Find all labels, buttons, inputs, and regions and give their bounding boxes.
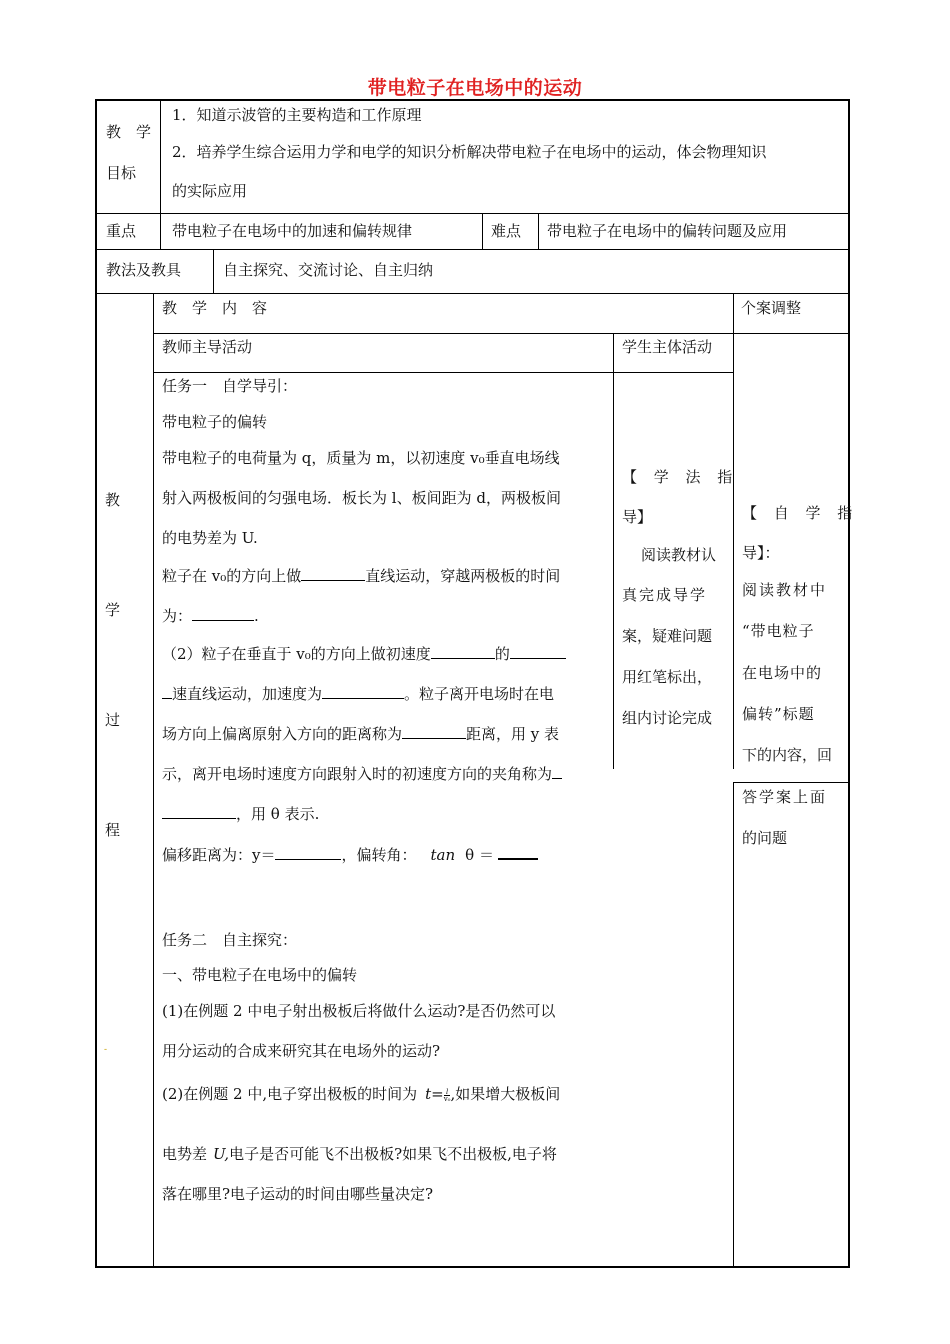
- offset-label: 偏移距离为：y＝: [162, 846, 276, 864]
- stray-mark: -: [104, 1045, 108, 1055]
- objective-item-2-cont: 的实际应用: [172, 182, 248, 200]
- adjust-line-2: 导】：: [742, 544, 780, 562]
- para1-line2: 射入两极板间的匀强电场．板长为 l、板间距为 d，两极板间: [162, 489, 561, 507]
- tan-symbol: tan: [430, 846, 456, 864]
- para3-text-h: ，用 θ 表示.: [236, 805, 320, 823]
- adjust-line-4: “带电粒子: [742, 622, 815, 640]
- para2-text-b: 直线运动，穿越两极板的时间: [365, 567, 561, 585]
- student-line-1: 【 学 法 指: [622, 468, 739, 486]
- key-points-value: 带电粒子在电场中的加速和偏转规律: [172, 222, 413, 240]
- objectives-label: 教 学: [106, 123, 152, 141]
- question2-text-d: 电子是否可能飞不出极板?如果飞不出极板,电子将: [229, 1145, 557, 1163]
- student-line-2: 导】: [622, 508, 653, 526]
- para3-text-b: 的: [494, 645, 510, 663]
- answer-blank-7[interactable]: [552, 764, 562, 779]
- question2-line2: [162, 1144, 557, 1164]
- para3-text-f: 距离，用 y 表: [466, 725, 560, 743]
- student-line-6: 用红笔标出，: [622, 668, 713, 686]
- para3-text-e: 场方向上偏离原射入方向的距离称为: [162, 725, 403, 743]
- adjust-line-8: 答学案上面: [742, 788, 828, 806]
- para3-line2: [162, 684, 554, 704]
- question1-line2: 用分运动的合成来研究其在电场外的运动?: [162, 1042, 441, 1060]
- student-header: 学生主体活动: [622, 338, 713, 356]
- para2-line1: [162, 566, 560, 586]
- student-line-3: 阅读教材认: [641, 546, 717, 564]
- para1-line1: 带电粒子的电荷量为 q，质量为 m，以初速度 v₀垂直电场线: [162, 449, 560, 467]
- para1-line3: 的电势差为 U.: [162, 529, 258, 547]
- adjust-line-6: 偏转”标题: [742, 705, 815, 723]
- para3-line1: [162, 644, 566, 664]
- methods-value: 自主探究、交流讨论、自主归纳: [223, 261, 434, 279]
- para2-text-c: 为：: [162, 607, 193, 625]
- objective-item-1: 1．知道示波管的主要构造和工作原理: [172, 106, 422, 124]
- answer-blank-1[interactable]: [301, 566, 365, 581]
- process-side-char-1: 教: [105, 491, 121, 509]
- theta-eq: θ ＝: [465, 846, 494, 864]
- student-line-7: 组内讨论完成: [622, 709, 713, 727]
- para3-text-c: 速直线运动，加速度为: [172, 685, 323, 703]
- adjust-header: 个案调整: [741, 299, 802, 317]
- para2-line2: [162, 606, 259, 626]
- time-symbol: t=: [425, 1085, 444, 1103]
- process-side-char-3: 过: [105, 711, 121, 729]
- question2-line3: 落在哪里?电子运动的时间由哪些量决定?: [162, 1185, 434, 1203]
- para2-text-d: .: [254, 607, 259, 625]
- para3-text-g: 示，离开电场时速度方向跟射入时的初速度方向的夹角称为: [162, 765, 553, 783]
- question1-line1: (1)在例题 2 中电子射出极板后将做什么运动?是否仍然可以: [162, 1002, 556, 1020]
- question2-line1: [162, 1084, 560, 1104]
- adjust-line-3: 阅读教材中: [742, 581, 828, 599]
- page-title: 带电粒子在电场中的运动: [367, 77, 583, 99]
- answer-blank-7-cont[interactable]: [162, 804, 236, 819]
- answer-blank-8[interactable]: [275, 845, 341, 860]
- task1-title: 任务一 自学导引：: [162, 377, 298, 395]
- para2-text-a: 粒子在 v₀的方向上做: [162, 567, 302, 585]
- adjust-line-1: 【 自 学 指: [742, 504, 859, 522]
- process-side-char-2: 学: [105, 601, 121, 619]
- question2-text-c: 电势差: [162, 1145, 208, 1163]
- answer-blank-3[interactable]: [431, 644, 495, 659]
- answer-blank-2[interactable]: [192, 606, 254, 621]
- answer-blank-5[interactable]: [322, 684, 404, 699]
- adjust-line-7: 下的内容，回: [742, 746, 833, 764]
- fraction-denominator: v₀: [443, 1094, 451, 1103]
- key-points-label: 重点: [106, 222, 137, 240]
- difficulty-label: 难点: [491, 222, 522, 240]
- answer-blank-6[interactable]: [402, 724, 466, 739]
- question2-text-b: ,如果增大极板间: [450, 1085, 561, 1103]
- teacher-header: 教师主导活动: [162, 338, 253, 356]
- task2-subtitle: 一、带电粒子在电场中的偏转: [162, 966, 358, 984]
- voltage-symbol: U,: [213, 1145, 230, 1163]
- para3-line4: [162, 764, 562, 784]
- answer-blank-4-cont[interactable]: [162, 684, 172, 699]
- para3-line3: [162, 724, 559, 744]
- student-line-5: 案，疑难问题: [622, 627, 713, 645]
- objectives-label-2: 目标: [106, 164, 137, 182]
- para3-text-a: （2）粒子在垂直于 v₀的方向上做初速度: [162, 645, 431, 663]
- answer-blank-9[interactable]: [498, 844, 538, 860]
- process-side-char-4: 程: [105, 821, 121, 839]
- formula-line: [162, 844, 538, 865]
- adjust-line-9: 的问题: [742, 829, 788, 847]
- answer-blank-4[interactable]: [510, 644, 566, 659]
- para3-line5: [162, 804, 319, 824]
- task2-title: 任务二 自主探究：: [162, 931, 298, 949]
- adjust-line-5: 在电场中的: [742, 664, 823, 682]
- content-header: 教 学 内 容: [162, 299, 268, 317]
- objective-item-2: 2．培养学生综合运用力学和电学的知识分析解决带电粒子在电场中的运动，体会物理知识: [172, 143, 767, 161]
- difficulty-value: 带电粒子在电场中的偏转问题及应用: [547, 222, 788, 240]
- fraction-numerator: l: [444, 1089, 451, 1096]
- question2-text-a: (2)在例题 2 中,电子穿出极板的时间为: [162, 1085, 418, 1103]
- angle-label: ，偏转角：: [341, 846, 417, 864]
- task1-subtitle: 带电粒子的偏转: [162, 413, 268, 431]
- para3-text-d: 。粒子离开电场时在电: [404, 685, 555, 703]
- student-line-4: 真完成导学: [622, 586, 708, 604]
- methods-label: 教法及教具: [106, 261, 182, 279]
